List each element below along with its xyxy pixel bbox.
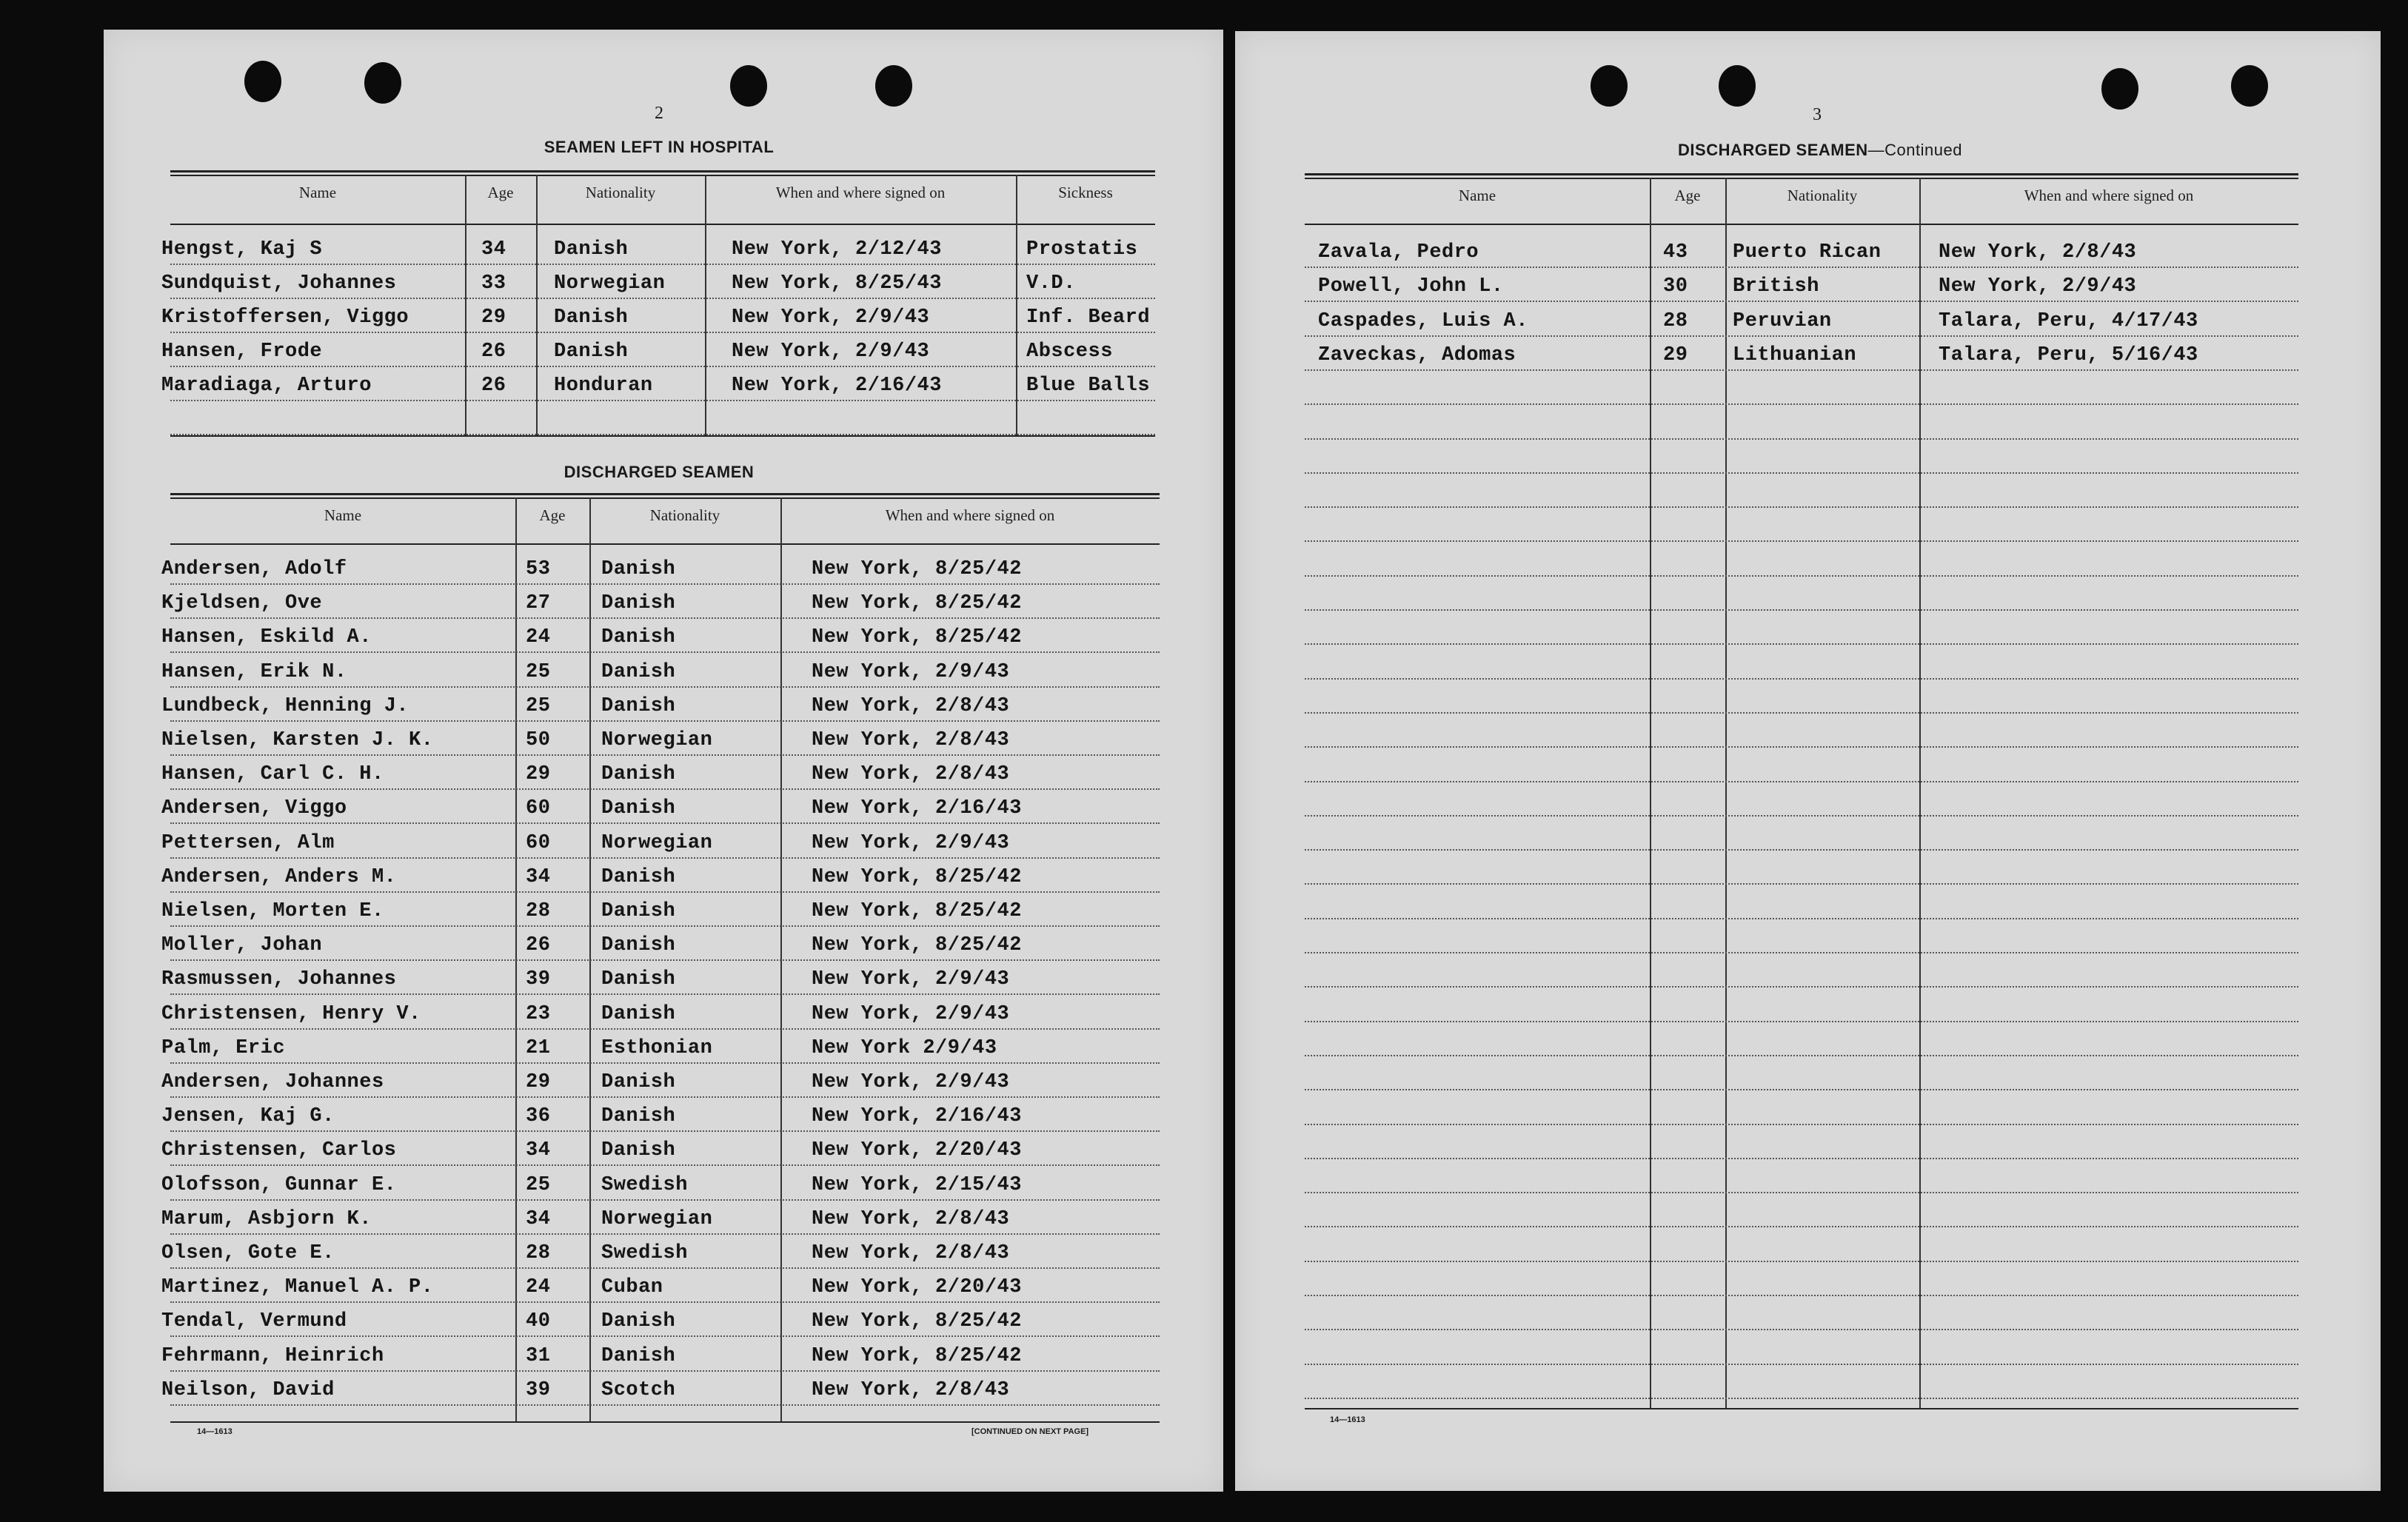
seaman-nationality: Scotch [601,1378,676,1401]
seaman-name: Christensen, Carlos [161,1139,397,1162]
seaman-age: 31 [526,1344,551,1367]
seaman-age: 36 [526,1105,551,1128]
row-line [1305,1398,2298,1399]
row-line [170,434,1155,435]
column-header: When and where signed on [885,506,1055,524]
seaman-age: 26 [481,341,506,363]
row-line [170,1267,1160,1269]
seaman-name: Andersen, Adolf [161,558,347,580]
signed-on: New York, 2/8/43 [812,729,1010,751]
punch-hole [875,65,912,107]
seaman-age: 28 [526,900,551,922]
header-rule [170,543,1160,545]
row-line [170,1301,1160,1303]
row-line [1305,1261,2298,1262]
row-line [1305,1192,2298,1193]
seaman-nationality: Norwegian [601,729,713,751]
punch-hole [1719,65,1756,107]
seaman-name: Andersen, Anders M. [161,865,397,888]
signed-on: New York, 2/9/43 [812,968,1010,991]
seaman-nationality: Danish [554,341,629,363]
page-number: 2 [655,104,663,123]
punch-hole [364,62,401,104]
seaman-age: 60 [526,831,551,854]
row-line [170,686,1160,688]
seaman-age: 25 [526,660,551,683]
seaman-name: Marum, Asbjorn K. [161,1207,372,1230]
row-line [1305,1364,2298,1365]
punch-hole [2231,65,2268,107]
column-header: Name [1458,187,1496,204]
row-line [1305,1329,2298,1330]
seaman-name: Martinez, Manuel A. P. [161,1276,434,1299]
seaman-nationality: Danish [601,1310,676,1333]
row-line [1305,883,2298,885]
seaman-nationality: Danish [601,1105,676,1128]
seaman-nationality: Danish [601,900,676,922]
continued-title-main: DISCHARGED SEAMEN [1678,141,1868,159]
seaman-name: Zavala, Pedro [1318,241,1479,264]
row-line [1305,335,2298,337]
seaman-age: 40 [526,1310,551,1333]
row-line [170,891,1160,893]
signed-on: New York, 8/25/42 [812,592,1022,615]
seaman-name: Olofsson, Gunnar E. [161,1173,397,1196]
signed-on: New York, 8/25/42 [812,626,1022,649]
seaman-age: 29 [481,306,506,329]
signed-on: New York, 8/25/42 [812,558,1022,580]
seaman-nationality: Danish [601,694,676,717]
table-bottom-rule [170,435,1155,437]
row-line [1305,1089,2298,1090]
seaman-nationality: Norwegian [554,272,666,295]
seaman-age: 39 [526,968,551,991]
continued-title-suffix: —Continued [1867,141,1962,159]
seaman-age: 28 [526,1242,551,1264]
sickness: Inf. Beard [1026,306,1151,329]
seaman-nationality: Danish [601,558,676,580]
row-line [1305,1055,2298,1056]
seaman-name: Lundbeck, Henning J. [161,694,409,717]
continued-section-title [1531,141,2109,160]
signed-on: New York, 2/8/43 [1939,241,2137,264]
signed-on: New York, 2/9/43 [812,1071,1010,1093]
seaman-nationality: Norwegian [601,1207,713,1230]
seaman-age: 26 [526,934,551,957]
seaman-name: Palm, Eric [161,1036,286,1059]
seaman-age: 25 [526,1173,551,1196]
table-bottom-rule [170,1421,1160,1423]
row-line [1305,781,2298,782]
seaman-name: Andersen, Viggo [161,797,347,820]
seaman-nationality: Puerto Rican [1733,241,1882,264]
seaman-name: Powell, John L. [1318,275,1504,298]
column-header: Nationality [1787,187,1858,204]
seaman-name: Hengst, Kaj S [161,238,323,261]
seaman-name: Maradiaga, Arturo [161,375,372,397]
column-header: Nationality [649,506,720,524]
signed-on: New York, 2/12/43 [732,238,942,261]
row-line [1305,918,2298,919]
left-page [104,30,1223,1492]
row-line [1305,506,2298,508]
seaman-nationality: Danish [601,797,676,820]
seaman-nationality: British [1733,275,1819,298]
seaman-name: Kjeldsen, Ove [161,592,323,615]
column-header: Age [487,184,514,201]
seaman-name: Kristoffersen, Viggo [161,306,409,329]
seaman-nationality: Peruvian [1733,309,1832,332]
row-line [1305,266,2298,268]
row-line [1305,540,2298,542]
column-header: Age [539,506,566,524]
seaman-age: 23 [526,1002,551,1025]
seaman-name: Hansen, Erik N. [161,660,347,683]
row-line [170,617,1160,619]
row-line [1305,575,2298,577]
seaman-nationality: Lithuanian [1733,343,1857,366]
row-line [1305,369,2298,371]
row-line [170,1062,1160,1064]
seaman-name: Caspades, Luis A. [1318,309,1528,332]
column-separator [1016,175,1017,435]
seaman-age: 28 [1663,309,1688,332]
row-line [1305,1021,2298,1022]
seaman-name: Neilson, David [161,1378,335,1401]
row-line [170,754,1160,756]
seaman-nationality: Danish [601,1139,676,1162]
row-line [1305,815,2298,817]
column-header: Age [1674,187,1701,204]
row-line [170,959,1160,961]
seaman-name: Nielsen, Karsten J. K. [161,729,434,751]
row-line [170,720,1160,722]
column-separator [1650,178,1651,1408]
row-line [170,1028,1160,1030]
row-line [170,264,1155,265]
punch-hole [2101,68,2138,110]
column-header: When and where signed on [775,184,946,201]
seaman-age: 39 [526,1378,551,1401]
signed-on: New York 2/9/43 [812,1036,997,1059]
row-line [170,1164,1160,1166]
seaman-nationality: Norwegian [601,831,713,854]
row-line [170,1096,1160,1098]
seaman-age: 43 [1663,241,1688,264]
seaman-name: Sundquist, Johannes [161,272,397,295]
row-line [170,332,1155,333]
row-line [1305,712,2298,714]
row-line [170,1335,1160,1337]
table-top-rule [1305,178,2298,179]
signed-on: New York, 2/16/43 [732,375,942,397]
signed-on: New York, 2/20/43 [812,1139,1022,1162]
seaman-age: 26 [481,375,506,397]
signed-on: New York, 8/25/42 [812,1344,1022,1367]
signed-on: New York, 2/16/43 [812,797,1022,820]
row-line [170,1370,1160,1372]
seaman-nationality: Danish [601,1344,676,1367]
hospital-section-title: SEAMEN LEFT IN HOSPITAL [544,138,775,156]
seaman-name: Tendal, Vermund [161,1310,347,1333]
row-line [170,1130,1160,1132]
header-rule [170,224,1155,225]
row-line [170,583,1160,585]
row-line [1305,1226,2298,1227]
row-line [170,822,1160,824]
seaman-nationality: Danish [601,1002,676,1025]
seaman-age: 25 [526,694,551,717]
signed-on: New York, 2/16/43 [812,1105,1022,1128]
seaman-age: 21 [526,1036,551,1059]
seaman-name: Hansen, Frode [161,341,323,363]
seaman-age: 29 [526,1071,551,1093]
seaman-nationality: Esthonian [601,1036,713,1059]
row-line [1305,609,2298,611]
seaman-name: Olsen, Gote E. [161,1242,335,1264]
seaman-name: Rasmussen, Johannes [161,968,397,991]
table-top-rule [170,170,1155,172]
signed-on: New York, 2/9/43 [812,831,1010,854]
signed-on: Talara, Peru, 5/16/43 [1939,343,2198,366]
row-line [1305,438,2298,440]
form-number: 14—1613 [197,1427,233,1436]
column-header: When and where signed on [2024,187,2194,204]
sickness: Abscess [1026,341,1113,363]
right-page [1235,31,2381,1491]
signed-on: Talara, Peru, 4/17/43 [1939,309,2198,332]
seaman-age: 29 [1663,343,1688,366]
header-rule [1305,224,2298,225]
signed-on: New York, 2/15/43 [812,1173,1022,1196]
row-line [1305,1295,2298,1296]
seaman-name: Jensen, Kaj G. [161,1105,335,1128]
column-separator [536,175,538,435]
row-line [170,993,1160,995]
seaman-age: 33 [481,272,506,295]
seaman-age: 50 [526,729,551,751]
signed-on: New York, 2/9/43 [732,306,930,329]
seaman-name: Nielsen, Morten E. [161,900,384,922]
sickness: Prostatis [1026,238,1138,261]
seaman-name: Christensen, Henry V. [161,1002,421,1025]
seaman-age: 34 [526,1207,551,1230]
seaman-age: 30 [1663,275,1688,298]
seaman-name: Hansen, Eskild A. [161,626,372,649]
seaman-nationality: Danish [601,626,676,649]
row-line [1305,849,2298,851]
signed-on: New York, 8/25/42 [812,1310,1022,1333]
signed-on: New York, 2/9/43 [1939,275,2137,298]
row-line [170,857,1160,859]
signed-on: New York, 8/25/42 [812,900,1022,922]
row-line [170,925,1160,927]
seaman-nationality: Danish [601,934,676,957]
seaman-nationality: Cuban [601,1276,663,1299]
column-separator [465,175,466,435]
row-line [1305,301,2298,302]
table-top-rule [170,493,1160,495]
row-line [170,788,1160,790]
punch-hole [1591,65,1628,107]
seaman-age: 24 [526,1276,551,1299]
column-separator [1725,178,1727,1408]
column-separator [705,175,706,435]
seaman-name: Fehrmann, Heinrich [161,1344,384,1367]
row-line [170,400,1155,401]
seaman-age: 34 [526,865,551,888]
signed-on: New York, 2/8/43 [812,763,1010,786]
signed-on: New York, 2/9/43 [732,341,930,363]
column-header: Name [324,506,362,524]
seaman-age: 27 [526,592,551,615]
signed-on: New York, 8/25/43 [732,272,942,295]
row-line [170,1199,1160,1201]
table-bottom-rule [1305,1408,2298,1409]
column-header: Nationality [585,184,656,201]
seaman-nationality: Danish [601,660,676,683]
seaman-nationality: Honduran [554,375,653,397]
seaman-nationality: Danish [601,1071,676,1093]
row-line [1305,952,2298,953]
seaman-nationality: Danish [554,306,629,329]
signed-on: New York, 8/25/42 [812,934,1022,957]
signed-on: New York, 2/8/43 [812,1207,1010,1230]
seaman-name: Andersen, Johannes [161,1071,384,1093]
table-top-rule [170,497,1160,499]
seaman-age: 34 [526,1139,551,1162]
discharged-section-title: DISCHARGED SEAMEN [563,463,755,481]
sickness: V.D. [1026,272,1076,295]
seaman-nationality: Danish [601,763,676,786]
continued-note: [CONTINUED ON NEXT PAGE] [971,1427,1089,1436]
signed-on: New York, 2/8/43 [812,1242,1010,1264]
row-line [170,1404,1160,1406]
seaman-age: 29 [526,763,551,786]
row-line [1305,472,2298,474]
column-separator [1919,178,1921,1408]
signed-on: New York, 2/9/43 [812,660,1010,683]
column-header: Sickness [1058,184,1113,201]
column-header: Name [298,184,337,201]
row-line [1305,746,2298,748]
form-number: 14—1613 [1330,1415,1365,1424]
seaman-nationality: Danish [554,238,629,261]
row-line [170,298,1155,299]
row-line [1305,403,2298,405]
signed-on: New York, 2/20/43 [812,1276,1022,1299]
seaman-nationality: Danish [601,592,676,615]
row-line [1305,678,2298,680]
seaman-name: Hansen, Carl C. H. [161,763,384,786]
signed-on: New York, 2/8/43 [812,1378,1010,1401]
row-line [1305,643,2298,645]
row-line [1305,1158,2298,1159]
seaman-nationality: Danish [601,865,676,888]
table-top-rule [170,175,1155,176]
sickness: Blue Balls [1026,375,1151,397]
table-top-rule [1305,173,2298,175]
row-line [1305,986,2298,988]
row-line [170,651,1160,653]
punch-hole [244,61,281,102]
seaman-name: Pettersen, Alm [161,831,335,854]
punch-hole [730,65,767,107]
signed-on: New York, 8/25/42 [812,865,1022,888]
row-line [170,366,1155,367]
seaman-age: 24 [526,626,551,649]
seaman-age: 60 [526,797,551,820]
seaman-nationality: Swedish [601,1173,688,1196]
seaman-name: Moller, Johan [161,934,323,957]
signed-on: New York, 2/9/43 [812,1002,1010,1025]
seaman-nationality: Swedish [601,1242,688,1264]
seaman-age: 53 [526,558,551,580]
signed-on: New York, 2/8/43 [812,694,1010,717]
seaman-nationality: Danish [601,968,676,991]
page-number: 3 [1813,105,1822,124]
seaman-name: Zaveckas, Adomas [1318,343,1516,366]
seaman-age: 34 [481,238,506,261]
row-line [170,1233,1160,1235]
row-line [1305,1124,2298,1125]
